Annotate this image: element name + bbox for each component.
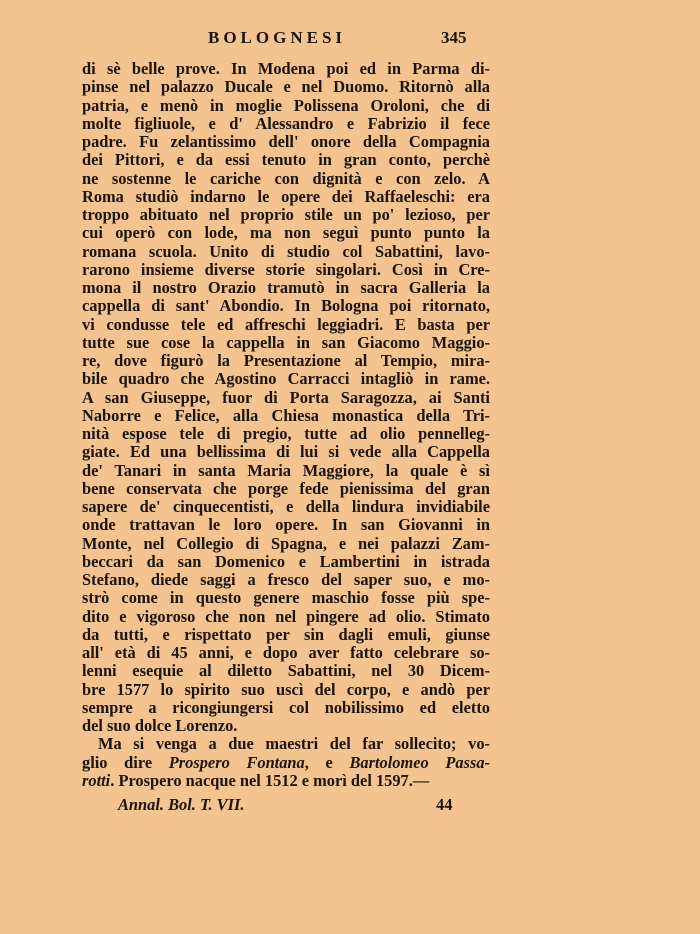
text-line: Stefano, diede saggi a fresco del saper suo, e mo- [82, 570, 490, 589]
running-head: BOLOGNESI [208, 28, 347, 47]
text-line: Monte, nel Collegio di Spagna, e nei palazzi Zam- [82, 533, 490, 553]
text-line: dei Pittori, e da essi tenuto in gran conto, perchè [82, 150, 490, 170]
signature-mark: Annal. Bol. T. VII. [118, 795, 245, 814]
text-fragment: glio dire [82, 752, 169, 772]
text-line: cui operò con lode, ma non seguì punto punto la [82, 223, 490, 243]
text-line: Roma studiò indarno le opere dei Raffaeleschi: era [82, 186, 490, 206]
text-line: lenni esequie al diletto Sabattini, nel 30 Dicem- [82, 661, 490, 681]
text-line: cappella di sant' Abondio. In Bologna poi ritornato, [82, 296, 490, 316]
text-line: ne sostenne le cariche con dignità e con zelo. A [82, 168, 490, 188]
text-line: re, dove figurò la Presentazione al Tempio, mira- [82, 351, 490, 370]
text-line: patria, e menò in moglie Polissena Oroloni, che di [82, 95, 490, 115]
text-line: strò come in questo genere maschio fosse più spe- [82, 588, 490, 608]
text-line: vi condusse tele ed affreschi leggiadri. E basta per [82, 314, 490, 334]
paragraph-2-line-3 [82, 772, 490, 790]
text-line: sempre a ricongiungersi col nobilissimo ed eletto [82, 697, 490, 717]
text-line: dito e vigoroso che non nel pingere ad olio. Stimato [82, 606, 490, 626]
text-line: nità espose tele di pregio, tutte ad olio pennelleg- [82, 424, 490, 443]
text-line: A san Giuseppe, fuor di Porta Saragozza, ai Santi [82, 387, 490, 407]
text-line: Naborre e Felice, alla Chiesa monastica della Tri- [82, 405, 490, 425]
painter-name-fontana: Prospero Fontana [168, 752, 305, 772]
text-line: romana scuola. Unito di studio col Sabattini, lavo- [82, 241, 490, 261]
text-line: de' Tanari in santa Maria Maggiore, la quale è sì [82, 460, 490, 480]
text-line: da tutti, e rispettato per sin dagli emuli, giunse [82, 624, 490, 644]
text-line: sapere de' cinquecentisti, e della lindura invidiabile [82, 497, 490, 516]
text-line: beccari da san Domenico e Lambertini in istrada [82, 551, 490, 571]
text-line: pinse nel palazzo Ducale e nel Duomo. Ritornò alla [82, 77, 490, 97]
text-line: tutte sue cose la cappella in san Giacomo Maggio- [82, 332, 490, 352]
text-line: troppo abituato nel proprio stile un po' lezioso, per [82, 205, 490, 224]
text-line: onde trattavan le loro opere. In san Giovanni in [82, 515, 490, 535]
painter-name-passarotti-end: rotti [82, 770, 111, 790]
text-line: molte figliuole, e d' Alessandro e Fabrizio il fece [82, 113, 490, 133]
text-line: bene conservata che porge fede pienissima del gran [82, 478, 490, 498]
text-line: giate. Ed una bellissima di lui si vede alla Cappella [82, 442, 490, 462]
text-line: mona il nostro Orazio tramutò in sacra Galleria la [82, 278, 490, 297]
text-line: rarono insieme diverse storie singolari. Così in Cre- [82, 259, 490, 279]
text-line: di sè belle prove. In Modena poi ed in Parma di- [82, 59, 490, 78]
painter-name-passarotti: Bartolomeo Passa- [349, 752, 490, 772]
text-line: all' età di 45 anni, e dopo aver fatto celebrare so- [82, 643, 490, 662]
text-fragment: . Prospero nacque nel 1512 e morì del 1597.— [110, 770, 430, 790]
text-line: padre. Fu zelantissimo dell' onore della Compagnia [82, 132, 490, 151]
text-line: del suo dolce Lorenzo. [82, 716, 238, 735]
text-line: bre 1577 lo spirito suo uscì del corpo, e andò per [82, 679, 490, 699]
text-line: bile quadro che Agostino Carracci intagliò in rame. [82, 369, 490, 389]
paragraph-2-line-1: Ma si venga a due maestri del far sollecito; vo- [98, 734, 490, 754]
text-fragment: , e [304, 752, 350, 772]
paragraph-2-line-2 [82, 754, 490, 772]
body-text [82, 60, 490, 790]
sheet-number: 44 [436, 795, 453, 814]
page-number: 345 [441, 28, 467, 47]
